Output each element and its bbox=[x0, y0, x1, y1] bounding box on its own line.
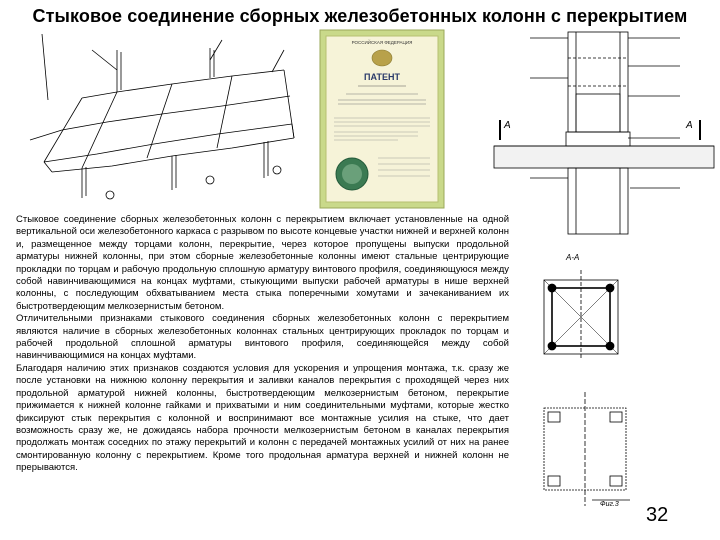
plan-section-label: А-А bbox=[566, 253, 580, 262]
slab-detail-drawing bbox=[530, 388, 642, 510]
body-paragraph-3: Благодаря наличию этих признаков создаются условия для ускорения и упрощения монтажа, т.к. сразу же после установки на нижнюю колонну перекрытия и заливки каналов перекрытия с проходящей через них продольной арматурой нижней колонны, быстротвердеющим мелкозернистым бетоном, перекрытие прижимается к нижней колонне гайками и прихватыми и ним соединительными муфтами, которые жестко фиксируют стык перекрытия с колонной и воспринимают все монтажные усилия на стыке, что дает возможность сразу же, не дожидаясь набора прочности мелкозернистым бетоном в каналах перекрытия продолжать монтаж соседних по этажу перекрытий и колонн с передачей монтажных усилий от них на ранее смонтированную колонну с перекрытием. Кроме того продольная арматура верхней и нижней колонн не прерываются. bbox=[16, 362, 509, 474]
body-paragraph-1: Стыковое соединение сборных железобетонных колонн с перекрытием включает установленные на одной вертикальной оси железобетонного каркаса с разрывом по высоте концевые участки нижней и верхней колонн и, размещенное между торцами колонн, перекрытие, через которое пропущены выпуски продольной арматуры нижней колонны, при этом сборные железобетонные колонны имеют стальные центрирующие прокладки по торцам и рабочую продольную сплошную арматуру винтового профиля, соединяющуюся между собой навинчивающимися на концах муфтами, стыкующими выпуски рабочей арматуры в нише верхней колонны, с последующим обхватыванием места стыка поперечными хомутами и зачеканиванием их быстротвердеющим мелкозернистым бетоном. bbox=[16, 214, 509, 312]
section-label-left: А bbox=[504, 120, 511, 131]
body-text bbox=[16, 214, 509, 475]
patent-title: ПАТЕНТ bbox=[363, 72, 401, 82]
detail-fig-label: Фиг.3 bbox=[600, 501, 619, 508]
column-plan-section-drawing bbox=[530, 250, 630, 360]
isometric-frame-drawing bbox=[22, 30, 322, 210]
patent-country-heading: РОССИЙСКАЯ ФЕДЕРАЦИЯ bbox=[351, 40, 413, 45]
body-paragraph-2: Отличительными признаками стыкового соединения сборных железобетонных колонн с перекрытием являются наличие в сборных железобетонных колоннах стальных центрирующих прокладок по торцам и рабочей продольной сплошной арматуры винтового профиля, соединяющейся между собой навинчивающимися на концах муфтами. bbox=[16, 313, 509, 362]
page-number: 32 bbox=[646, 504, 669, 526]
section-label-right: А bbox=[686, 120, 693, 131]
patent-certificate-image bbox=[318, 28, 448, 212]
column-joint-section-drawing bbox=[490, 28, 718, 236]
slide-title: Стыковое соединение сборных железобетонных колонн с перекрытием bbox=[32, 6, 688, 26]
